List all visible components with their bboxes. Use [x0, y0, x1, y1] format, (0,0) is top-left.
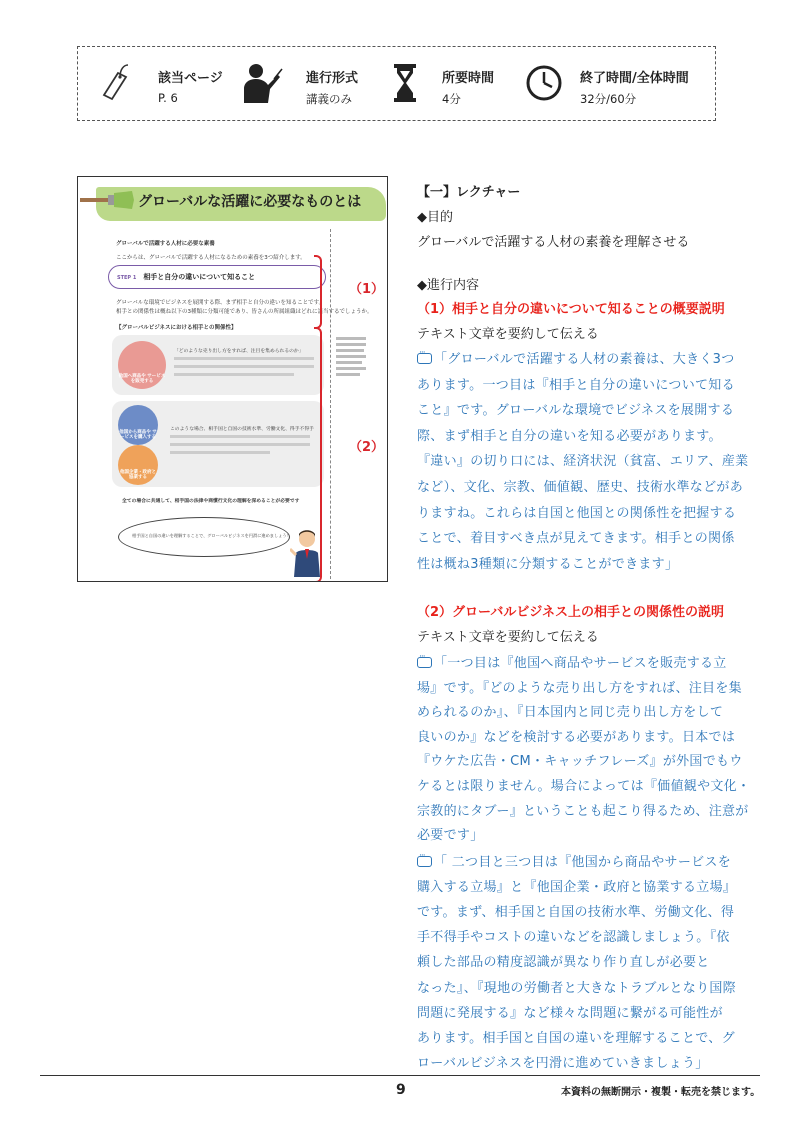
- script-line: 購入する立場』と『他国企業・政府と協業する立場』: [417, 880, 737, 896]
- info-value-format: 講義のみ: [306, 92, 352, 106]
- script-line: ことで、着目すべき点が見えてきます。相手との関係: [417, 531, 735, 547]
- thumb-box1-text: 「どのような売り出し方をすれば、注目を集められるのか」: [174, 349, 304, 354]
- thumb-box2-text: このような場合、相手国と自国の技術水準、労働文化、得手不得手: [170, 427, 314, 432]
- thumb-step-text: STEP 1 相手と自分の違いについて知ること: [117, 273, 256, 281]
- info-value-time: 32分/60分: [580, 92, 637, 106]
- footer-divider: [40, 1075, 760, 1076]
- hourglass-icon: [386, 61, 430, 105]
- section-1-instruction: テキスト文章を要約して伝える: [417, 327, 599, 342]
- chat-bubble-icon: [417, 657, 432, 668]
- page-number: 9: [396, 1082, 406, 1098]
- thumb-line: [170, 435, 310, 438]
- thumb-line: [170, 451, 270, 454]
- thumb-line: [174, 357, 314, 360]
- thumb-bubble-text: 相手国と自国の違いを理解することで、グローバルビジネスを円滑に進めましょう！: [132, 533, 291, 538]
- chat-bubble-icon: [417, 353, 432, 364]
- clock-icon: [524, 61, 568, 105]
- script-line: ローバルビジネスを円滑に進めていきましょう」: [417, 1055, 709, 1071]
- thumb-section: 【グローバルビジネスにおける相手との関係性】: [116, 325, 237, 331]
- paintbrush-icon: [80, 189, 135, 211]
- thumb-step-box: [108, 265, 326, 289]
- script-line: 良いのか』などを検討する必要があります。日本では: [417, 729, 736, 745]
- lecture-heading: 【一】レクチャー: [417, 185, 521, 200]
- thumb-bracket-2: [314, 327, 322, 582]
- thumb-circle-sell: 他国へ商品や サービスを販売する: [118, 341, 166, 389]
- section-1-title: （1）相手と自分の違いについて知ることの概要説明: [417, 302, 725, 317]
- marker-1: （1）: [349, 282, 385, 297]
- script-line: 宗教的にタブー』ということも起こり得るため、注意が: [417, 803, 749, 819]
- script-line: 際、まず相手と自分の違いを知る必要があります。: [417, 428, 722, 444]
- section-2-instruction: テキスト文章を要約して伝える: [417, 630, 599, 645]
- info-label-page: 該当ページ: [158, 71, 223, 86]
- script-line: 問題に発展する』など様々な問題に繋がる可能性が: [417, 1005, 723, 1021]
- section-2-title: （2）グローバルビジネス上の相手との関係性の説明: [417, 605, 725, 620]
- thumb-side-note-placeholder: [336, 337, 366, 376]
- script-line: ···「 二つ目と三つ目は『他国から商品やサービスを: [417, 851, 731, 870]
- script-line: なった』、『現地の労働者と大きなトラブルとなり国際: [417, 980, 736, 996]
- info-value-duration: 4分: [442, 92, 461, 106]
- thumb-line: [174, 373, 294, 376]
- thumb-line: [174, 365, 314, 368]
- progress-label: ◆進行内容: [417, 278, 479, 293]
- thumb-intro: ここからは、グローバルで活躍する人材になるための素養を3つ紹介します。: [116, 255, 306, 261]
- textbook-thumbnail: [77, 176, 388, 582]
- tag-icon: [98, 61, 142, 105]
- info-value-page: P. 6: [158, 91, 178, 105]
- script-line: こと』です。グローバルな環境でビジネスを展開する: [417, 403, 735, 419]
- script-line: 『違い』の切り口には、経済状況（貧富、エリア、産業: [417, 454, 749, 470]
- script-line: ···「グローバルで活躍する人材の素養は、大きく3つ: [417, 348, 735, 367]
- script-line: められるのか』、『日本国内と同じ売り出し方をして: [417, 705, 724, 721]
- thumb-title: グローバルな活躍に必要なものとは: [138, 194, 362, 210]
- chat-bubble-icon: [417, 856, 432, 867]
- script-line: りますね。これらは自国と他国との関係性を把握する: [417, 505, 737, 521]
- thumb-circle-buy: 他国から商品や サービスを購入する: [118, 405, 158, 445]
- script-line: 『ウケた広告・CM・キャッチフレーズ』が外国でもウ: [417, 754, 743, 770]
- copyright-notice: 本資料の無断開示・複製・転売を禁じます。: [561, 1087, 761, 1098]
- script-line: ケるとは限りません。場合によっては『価値観や文化・: [417, 779, 751, 794]
- script-line: 性は概ね3種類に分類することができます」: [417, 556, 679, 572]
- script-line: あります。一つ目は『相手と自分の違いについて知る: [417, 377, 735, 393]
- script-line: 手不得手やコストの違いなどを認識しましょう。『依: [417, 930, 730, 946]
- thumb-subtitle: グローバルで活躍する人材に必要な素養: [116, 241, 215, 247]
- info-label-duration: 所要時間: [442, 71, 495, 86]
- marker-2: （2）: [349, 440, 385, 455]
- info-header: [77, 46, 716, 121]
- script-line: です。まず、相手国と自国の技術水準、労働文化、得: [417, 905, 735, 921]
- script-line: 必要です」: [417, 828, 484, 844]
- info-label-format: 進行形式: [306, 71, 359, 86]
- purpose-label: ◆目的: [417, 210, 453, 225]
- thumb-para2: 相手との関係性は概ね以下の3種類に分類可能であり、皆さんの所属組織はどれに該当するでしょうか。: [116, 309, 373, 315]
- thumb-circle-partner: 他国企業・政府と 協業する: [118, 445, 158, 485]
- thumb-bracket-1: [314, 255, 322, 329]
- script-line: など）、文化、宗教、価値観、歴史、技術水準などがあ: [417, 480, 744, 495]
- script-line: あります。相手国と自国の違いを理解することで、グ: [417, 1030, 735, 1046]
- thumb-summary: 全ての場合に共通して、相手国の法律や商慣行文化の理解を深めることが必要です: [122, 499, 300, 504]
- info-label-time: 終了時間/全体時間: [580, 71, 689, 86]
- thumb-para1: グローバルな環境でビジネスを展開する際、まず相手と自分の違いを知ることです。: [116, 300, 325, 306]
- lecturer-icon: [240, 61, 284, 105]
- script-line: 頼した部品の精度認識が異なり作り直しが必要と: [417, 955, 710, 971]
- script-line: 場』です。『どのような売り出し方をすれば、注目を集: [417, 680, 742, 696]
- thumb-divider: [330, 229, 331, 579]
- script-line: ···「一つ目は『他国へ商品やサービスを販売する立: [417, 652, 727, 671]
- purpose-text: グローバルで活躍する人材の素養を理解させる: [417, 235, 690, 250]
- thumb-line: [170, 443, 310, 446]
